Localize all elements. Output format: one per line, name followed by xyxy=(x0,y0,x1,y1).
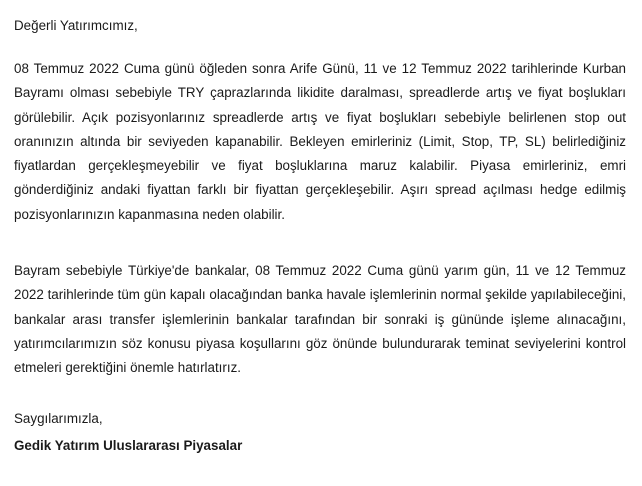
paragraph-bank-holiday: Bayram sebebiyle Türkiye'de bankalar, 08 Temmuz 2022 Cuma günü yarım gün, 11 ve 12 Temmuz 2022 tarihlerinde tüm gün kapalı olacağından banka havale işlemlerinin normal şekilde yapılabileceğini, bankalar arası transfer işlemlerinin bankalar tarafından bir sonraki iş gününde işleme alınacağını, yatırımcılarımızın söz konusu piyasa koşullarını göz önünde bulundurarak teminat seviyelerini kontrol etmeleri gerektiğini önemle hatırlatırız. xyxy=(14,263,626,376)
closing: Saygılarımızla, xyxy=(14,411,103,426)
signature: Gedik Yatırım Uluslararası Piyasalar xyxy=(14,438,243,453)
paragraph-holiday-liquidity: 08 Temmuz 2022 Cuma günü öğleden sonra Arife Günü, 11 ve 12 Temmuz 2022 tarihlerinde Kurban Bayramı olması sebebiyle TRY çaprazlarında likidite daralması, spreadlerde artış ve fiyat boşlukları görülebilir. Açık pozisyonlarınız spreadlerde artış ve fiyat boşlukları sebebiyle belirlenen stop out oranınızın altında bir seviyeden kapanabilir. Bekleyen emirleriniz (Limit, Stop, TP, SL) belirlediğiniz fiyatlardan gerçekleşmeyebilir ve fiyat boşluklarına maruz kalabilir. Piyasa emirleriniz, emri gönderdiğiniz andaki fiyattan farklı bir fiyattan gerçekleşebilir. Aşırı spread açılması hedge edilmiş pozisyonlarınızın kapanmasına neden olabilir. xyxy=(14,61,626,222)
greeting: Değerli Yatırımcımız, xyxy=(14,18,138,33)
